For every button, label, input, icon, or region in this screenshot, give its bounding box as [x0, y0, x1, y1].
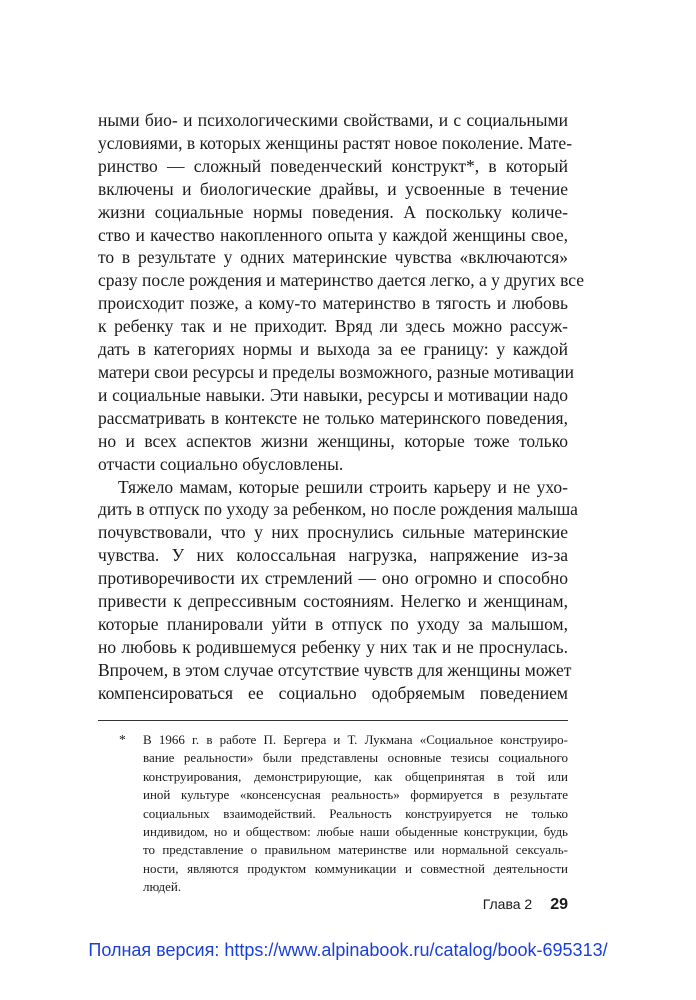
text-line: к ребенку так и не приходит. Вряд ли здесь можно рассуж- [98, 316, 568, 337]
full-version-link[interactable]: Полная версия: https://www.alpinabook.ru/catalog/book-695313/ [88, 940, 608, 960]
footnote-divider [98, 720, 568, 721]
text-line: но любовь к родившемуся ребенку у них так и не проснулась. [98, 636, 568, 657]
footnote-line: то представление о правильном материнстве или нормальной сексуаль- [143, 842, 568, 858]
text-line: отчасти социально обусловлены. [98, 453, 344, 474]
text-line: Впрочем, в этом случае отсутствие чувств для женщины может [98, 659, 572, 680]
text-line: жизни социальные нормы поведения. А поскольку количе- [98, 201, 568, 222]
text-line: компенсироваться ее социально одобряемым поведением [98, 682, 568, 703]
footnote-line: ности, являются продуктом коммуникации и совместной деятельности [143, 860, 568, 876]
text-line: происходит позже, а кому-то материнство в тягость и любовь [98, 293, 568, 314]
page-number: 29 [550, 896, 568, 913]
text-line: ство и качество накопленного опыта у каждой женщины свое, [98, 224, 568, 245]
text-line: ринство — сложный поведенческий конструкт*, в который [98, 155, 568, 176]
footnote-line: В 1966 г. в работе П. Бергера и Т. Лукмана «Социальное конструиро- [143, 732, 568, 747]
footnote-line: иной культуре «консенсусная реальность» формируется в результате [143, 787, 568, 803]
text-line: дать в категориях нормы и выхода за ее границу: у каждой [98, 339, 568, 360]
text-line: рассматривать в контексте не только материнского поведения, [98, 407, 568, 428]
text-line: почувствовали, что у них проснулись сильные материнские [98, 522, 568, 543]
footnote-line: людей. [143, 879, 182, 895]
page-footer [483, 896, 568, 914]
footnote-line: индивидом, но и обществом: любые наши обыденные конструкции, будь [143, 824, 568, 840]
text-line: но и всех аспектов жизни женщины, которые тоже только [98, 430, 568, 451]
text-line: Тяжело мамам, которые решили строить карьеру и не ухо- [118, 476, 568, 497]
footnote-line: вание реальности» были представлены основные тезисы социального [143, 750, 568, 766]
text-line: ными био- и психологическими свойствами, и с социальными [98, 110, 568, 130]
text-line: чувства. У них колоссальная нагрузка, напряжение из-за [98, 545, 568, 566]
text-line: и социальные навыки. Эти навыки, ресурсы и мотивации надо [98, 384, 568, 405]
chapter-label: Глава 2 [482, 896, 533, 912]
text-line: дить в отпуск по уходу за ребенком, но после рождения малыша [98, 499, 578, 520]
footnote-line: социальных взаимодействий. Реальность конструируется не только [143, 805, 568, 821]
text-line: привести к депрессивным состояниям. Нелегко и женщинам, [98, 591, 568, 612]
footnote-marker: * [119, 732, 126, 747]
text-line: сразу после рождения и материнство дается легко, а у других все [98, 270, 585, 291]
main-text [98, 109, 585, 705]
text-line: противоречивости их стремлений — оно огромно и способно [98, 568, 568, 589]
text-line: матери свои ресурсы и пределы возможного, разные мотивации [98, 361, 574, 382]
footnote-text [143, 731, 568, 897]
text-line: условиями, в которых женщины растят новое поколение. Мате- [98, 132, 573, 153]
footnote-line: конструирования, демонстрирующие, как общепринятая в той или [143, 768, 568, 784]
text-line: которые планировали уйти в отпуск по уходу за малышом, [98, 613, 568, 634]
text-line: включены и биологические драйвы, и усвоенные в течение [98, 178, 568, 199]
text-line: то в результате у одних материнские чувства «включаются» [98, 247, 568, 268]
